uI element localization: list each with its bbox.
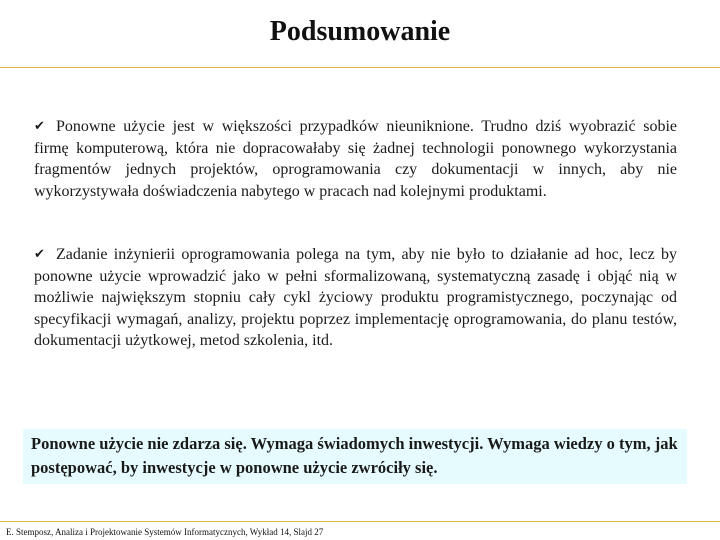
bullet-paragraph-1 (34, 116, 677, 202)
title-divider (0, 67, 720, 68)
footer-divider (0, 521, 720, 522)
paragraph-2-text: Zadanie inżynierii oprogramowania polega na tym, aby nie było to działanie ad hoc, lecz by ponowne użycie wprowadzić jako w pełni sformalizowaną, systematyczną zasadę i objąć nią w możliwie największym stopniu cały cykl życiowy produktu programistycznego, poczynając od specyfikacji wymagań, analizy, projektu poprzez implementację oprogramowania, do planu testów, dokumentacji użytkowej, metod szkolenia, itd. (34, 246, 677, 349)
slide-footer: E. Stemposz, Analiza i Projektowanie Systemów Informatycznych, Wykład 14, Slajd 27 (6, 527, 324, 537)
paragraph-1-text: Ponowne użycie jest w większości przypadków nieuniknione. Trudno dziś wyobrazić sobie firmę komputerową, która nie dopracowałaby się żadnej technologii ponownego wykorzystania fragmentów jednych projektów, oprogramowania czy dokumentacji w innych, aby nie wykorzystywała doświadczenia nabytego w pracach nad kolejnymi produktami. (34, 118, 677, 200)
checkmark-icon: ✔ (34, 119, 45, 134)
checkmark-icon: ✔ (34, 247, 45, 262)
slide-title: Podsumowanie (269, 16, 451, 47)
callout-text: Ponowne użycie nie zdarza się. Wymaga świadomych inwestycji. Wymaga wiedzy o tym, jak postępować, by inwestycje w ponowne użycie zwróciły się. (31, 434, 678, 477)
bullet-paragraph-2 (34, 244, 677, 352)
summary-callout-box (23, 429, 687, 484)
